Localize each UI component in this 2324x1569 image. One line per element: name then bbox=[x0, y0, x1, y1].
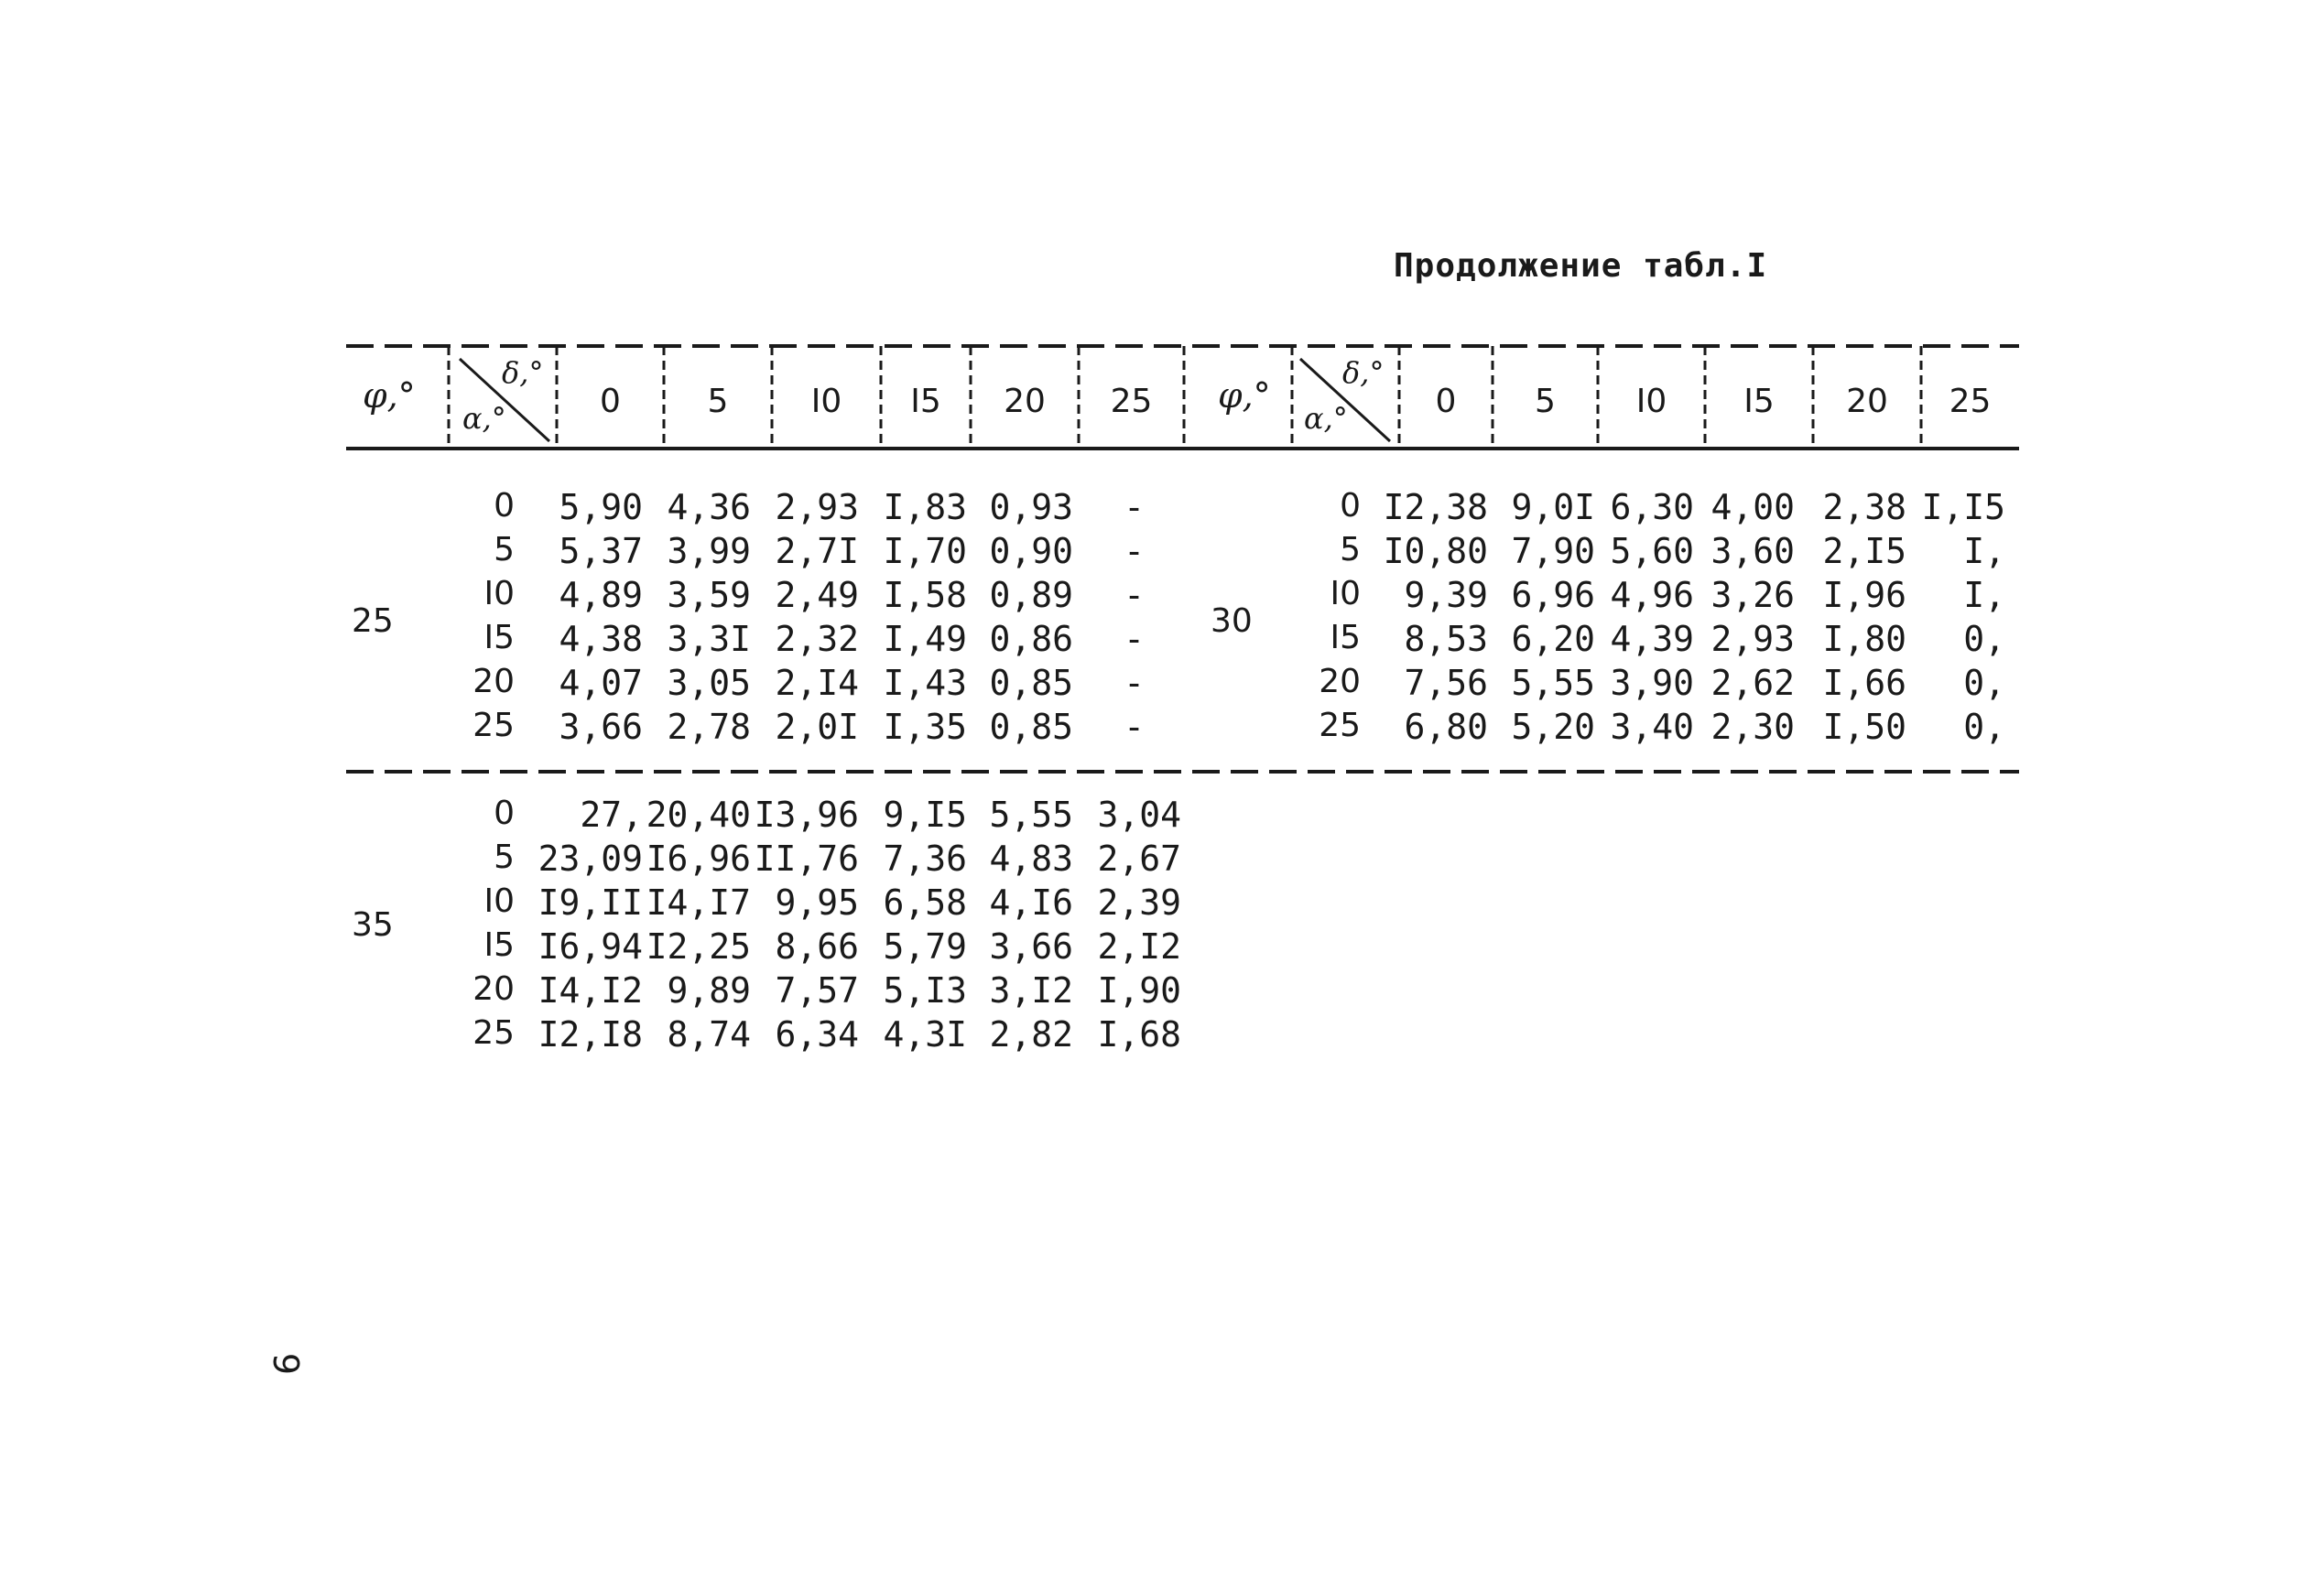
table-cell: 5,55 bbox=[1511, 663, 1595, 703]
table-cell: 3,05 bbox=[667, 663, 751, 703]
alpha-value: I0 bbox=[1330, 575, 1361, 612]
table-cell: 0, bbox=[1963, 663, 2005, 703]
delta-col-20-left: 20 bbox=[1004, 383, 1046, 420]
phi-header-left: φ,° bbox=[363, 375, 416, 416]
table-cell: 8,53 bbox=[1404, 619, 1488, 659]
table-cell: 9,39 bbox=[1404, 575, 1488, 615]
table-cell: 2,82 bbox=[989, 1014, 1073, 1055]
table-cell: 3,66 bbox=[559, 707, 643, 747]
table-cell: I,96 bbox=[1822, 575, 1906, 615]
delta-col-5-left: 5 bbox=[707, 383, 729, 420]
alpha-value: 25 bbox=[1319, 707, 1361, 744]
alpha-value: 5 bbox=[494, 839, 515, 876]
table-cell: 2,67 bbox=[1097, 839, 1181, 879]
table-cell: 9,0I bbox=[1511, 487, 1595, 527]
phi-group-25: 25 bbox=[352, 602, 394, 640]
table-cell: I,90 bbox=[1097, 970, 1181, 1011]
table-cell: II,76 bbox=[754, 839, 859, 879]
table-cell: 2,I4 bbox=[775, 663, 859, 703]
table-cell: I6,94 bbox=[538, 926, 643, 967]
alpha-value: 25 bbox=[472, 1014, 515, 1052]
table-cell: I,66 bbox=[1822, 663, 1906, 703]
table-cell: 3,26 bbox=[1710, 575, 1795, 615]
table-cell: 3,99 bbox=[667, 531, 751, 571]
table-cell: 4,96 bbox=[1610, 575, 1694, 615]
delta-col-10-right: I0 bbox=[1635, 383, 1667, 420]
table-cell: 6,58 bbox=[883, 882, 967, 923]
table-cell: 3,90 bbox=[1610, 663, 1694, 703]
alpha-value: I5 bbox=[1330, 619, 1361, 656]
table-cell: - bbox=[1124, 619, 1145, 659]
table-cell: 3,60 bbox=[1710, 531, 1795, 571]
table-cell: 5,79 bbox=[883, 926, 967, 967]
table-cell: 2,93 bbox=[1710, 619, 1795, 659]
table-cell: 5,20 bbox=[1511, 707, 1595, 747]
table-cell: 8,74 bbox=[667, 1014, 751, 1055]
table-cell: 4,00 bbox=[1710, 487, 1795, 527]
table-cell: 0,85 bbox=[989, 663, 1073, 703]
delta-col-25-left: 25 bbox=[1110, 383, 1153, 420]
table-cell: - bbox=[1124, 531, 1145, 571]
table-cell: 5,I3 bbox=[883, 970, 967, 1011]
table-cell: I4,I7 bbox=[646, 882, 751, 923]
delta-col-10-left: I0 bbox=[810, 383, 842, 420]
table-cell: 2,7I bbox=[775, 531, 859, 571]
table-cell: 23,09 bbox=[538, 839, 643, 879]
table-cell: 2,32 bbox=[775, 619, 859, 659]
delta-col-0-right: 0 bbox=[1435, 383, 1457, 420]
table-cell: 2,49 bbox=[775, 575, 859, 615]
table-cell: 6,96 bbox=[1511, 575, 1595, 615]
table-cell: I,43 bbox=[883, 663, 967, 703]
delta-header-right: δ,° bbox=[1342, 355, 1385, 390]
table-cell: - bbox=[1124, 707, 1145, 747]
table-cell: 5,90 bbox=[559, 487, 643, 527]
table-cell: 4,83 bbox=[989, 839, 1073, 879]
table-cell: 2,30 bbox=[1710, 707, 1795, 747]
delta-col-20-right: 20 bbox=[1846, 383, 1888, 420]
table-cell: I,58 bbox=[883, 575, 967, 615]
table-cell: I,68 bbox=[1097, 1014, 1181, 1055]
delta-col-5-right: 5 bbox=[1535, 383, 1556, 420]
table-cell: 5,37 bbox=[559, 531, 643, 571]
table-cell: 2,0I bbox=[775, 707, 859, 747]
table-cell: 4,I6 bbox=[989, 882, 1073, 923]
page-number: 9 bbox=[266, 1352, 307, 1376]
alpha-value: 5 bbox=[1340, 531, 1361, 568]
table-cell: I3,96 bbox=[754, 795, 859, 835]
alpha-value: I5 bbox=[483, 926, 515, 964]
table-cell: 2,I5 bbox=[1822, 531, 1906, 571]
table-cell: 3,59 bbox=[667, 575, 751, 615]
table-cell: I,70 bbox=[883, 531, 967, 571]
table-cell: I,80 bbox=[1822, 619, 1906, 659]
table-cell: 4,07 bbox=[559, 663, 643, 703]
alpha-value: 0 bbox=[494, 795, 515, 832]
table-cell: 7,57 bbox=[775, 970, 859, 1011]
table-cell: 0,93 bbox=[989, 487, 1073, 527]
table-cell: I9,II bbox=[538, 882, 643, 923]
table-cell: 7,56 bbox=[1404, 663, 1488, 703]
table-cell: 5,60 bbox=[1610, 531, 1694, 571]
alpha-value: I5 bbox=[483, 619, 515, 656]
table-cell: 7,90 bbox=[1511, 531, 1595, 571]
table-cell: 6,34 bbox=[775, 1014, 859, 1055]
delta-col-0-left: 0 bbox=[600, 383, 621, 420]
table-cell: 7,36 bbox=[883, 839, 967, 879]
table-cell: I,I5 bbox=[1921, 487, 2005, 527]
table-caption: Продолжение табл.I bbox=[1394, 247, 1768, 285]
delta-col-15-right: I5 bbox=[1743, 383, 1775, 420]
table-cell: I,35 bbox=[883, 707, 967, 747]
table-cell: I2,25 bbox=[646, 926, 751, 967]
table-cell: 0,90 bbox=[989, 531, 1073, 571]
delta-header-left: δ,° bbox=[502, 355, 544, 390]
table-cell: 2,38 bbox=[1822, 487, 1906, 527]
table-cell: - bbox=[1124, 487, 1145, 527]
table-cell: 9,I5 bbox=[883, 795, 967, 835]
alpha-value: 25 bbox=[472, 707, 515, 744]
table-cell: 9,89 bbox=[667, 970, 751, 1011]
alpha-value: I0 bbox=[483, 882, 515, 920]
table-cell: 4,39 bbox=[1610, 619, 1694, 659]
table-cell: 3,04 bbox=[1097, 795, 1181, 835]
table-cell: 3,40 bbox=[1610, 707, 1694, 747]
table-cell: I,83 bbox=[883, 487, 967, 527]
table-cell: 4,38 bbox=[559, 619, 643, 659]
table-cell: 27, bbox=[580, 795, 643, 835]
table-cell: I,50 bbox=[1822, 707, 1906, 747]
table-cell: I2,I8 bbox=[538, 1014, 643, 1055]
alpha-value: 0 bbox=[494, 487, 515, 525]
table-cell: I6,96 bbox=[646, 839, 751, 879]
table-cell: I2,38 bbox=[1383, 487, 1488, 527]
table-cell: 6,20 bbox=[1511, 619, 1595, 659]
table-cell: 0, bbox=[1963, 707, 2005, 747]
alpha-value: I0 bbox=[483, 575, 515, 612]
table-cell: 4,3I bbox=[883, 1014, 967, 1055]
table-cell: 5,55 bbox=[989, 795, 1073, 835]
table-cell: 6,80 bbox=[1404, 707, 1488, 747]
table-cell: 0,89 bbox=[989, 575, 1073, 615]
table-cell: I,49 bbox=[883, 619, 967, 659]
alpha-value: 0 bbox=[1340, 487, 1361, 525]
table-cell: 8,66 bbox=[775, 926, 859, 967]
alpha-header-right: α,° bbox=[1304, 401, 1348, 436]
table-cell: 2,39 bbox=[1097, 882, 1181, 923]
table-cell: 2,62 bbox=[1710, 663, 1795, 703]
alpha-value: 20 bbox=[472, 970, 515, 1008]
table-cell: I0,80 bbox=[1383, 531, 1488, 571]
table-cell: 0,86 bbox=[989, 619, 1073, 659]
table-cell: 20,40 bbox=[646, 795, 751, 835]
table-cell: 4,89 bbox=[559, 575, 643, 615]
delta-col-25-right: 25 bbox=[1949, 383, 1992, 420]
table-cell: 3,3I bbox=[667, 619, 751, 659]
table-cell: 6,30 bbox=[1610, 487, 1694, 527]
phi-header-right: φ,° bbox=[1218, 375, 1271, 416]
table-cell: I4,I2 bbox=[538, 970, 643, 1011]
alpha-value: 5 bbox=[494, 531, 515, 568]
table-cell: - bbox=[1124, 575, 1145, 615]
table-cell: I, bbox=[1963, 531, 2005, 571]
table-cell: - bbox=[1124, 663, 1145, 703]
table-cell: 0, bbox=[1963, 619, 2005, 659]
table-cell: 2,78 bbox=[667, 707, 751, 747]
phi-group-35: 35 bbox=[352, 906, 394, 944]
table-cell: 4,36 bbox=[667, 487, 751, 527]
delta-col-15-left: I5 bbox=[910, 383, 941, 420]
table-cell: I, bbox=[1963, 575, 2005, 615]
table-cell: 2,I2 bbox=[1097, 926, 1181, 967]
table-cell: 3,I2 bbox=[989, 970, 1073, 1011]
alpha-header-left: α,° bbox=[462, 401, 506, 436]
table-cell: 3,66 bbox=[989, 926, 1073, 967]
alpha-value: 20 bbox=[472, 663, 515, 700]
phi-group-30: 30 bbox=[1211, 602, 1253, 640]
table-cell: 0,85 bbox=[989, 707, 1073, 747]
alpha-value: 20 bbox=[1319, 663, 1361, 700]
table-cell: 9,95 bbox=[775, 882, 859, 923]
table-cell: 2,93 bbox=[775, 487, 859, 527]
